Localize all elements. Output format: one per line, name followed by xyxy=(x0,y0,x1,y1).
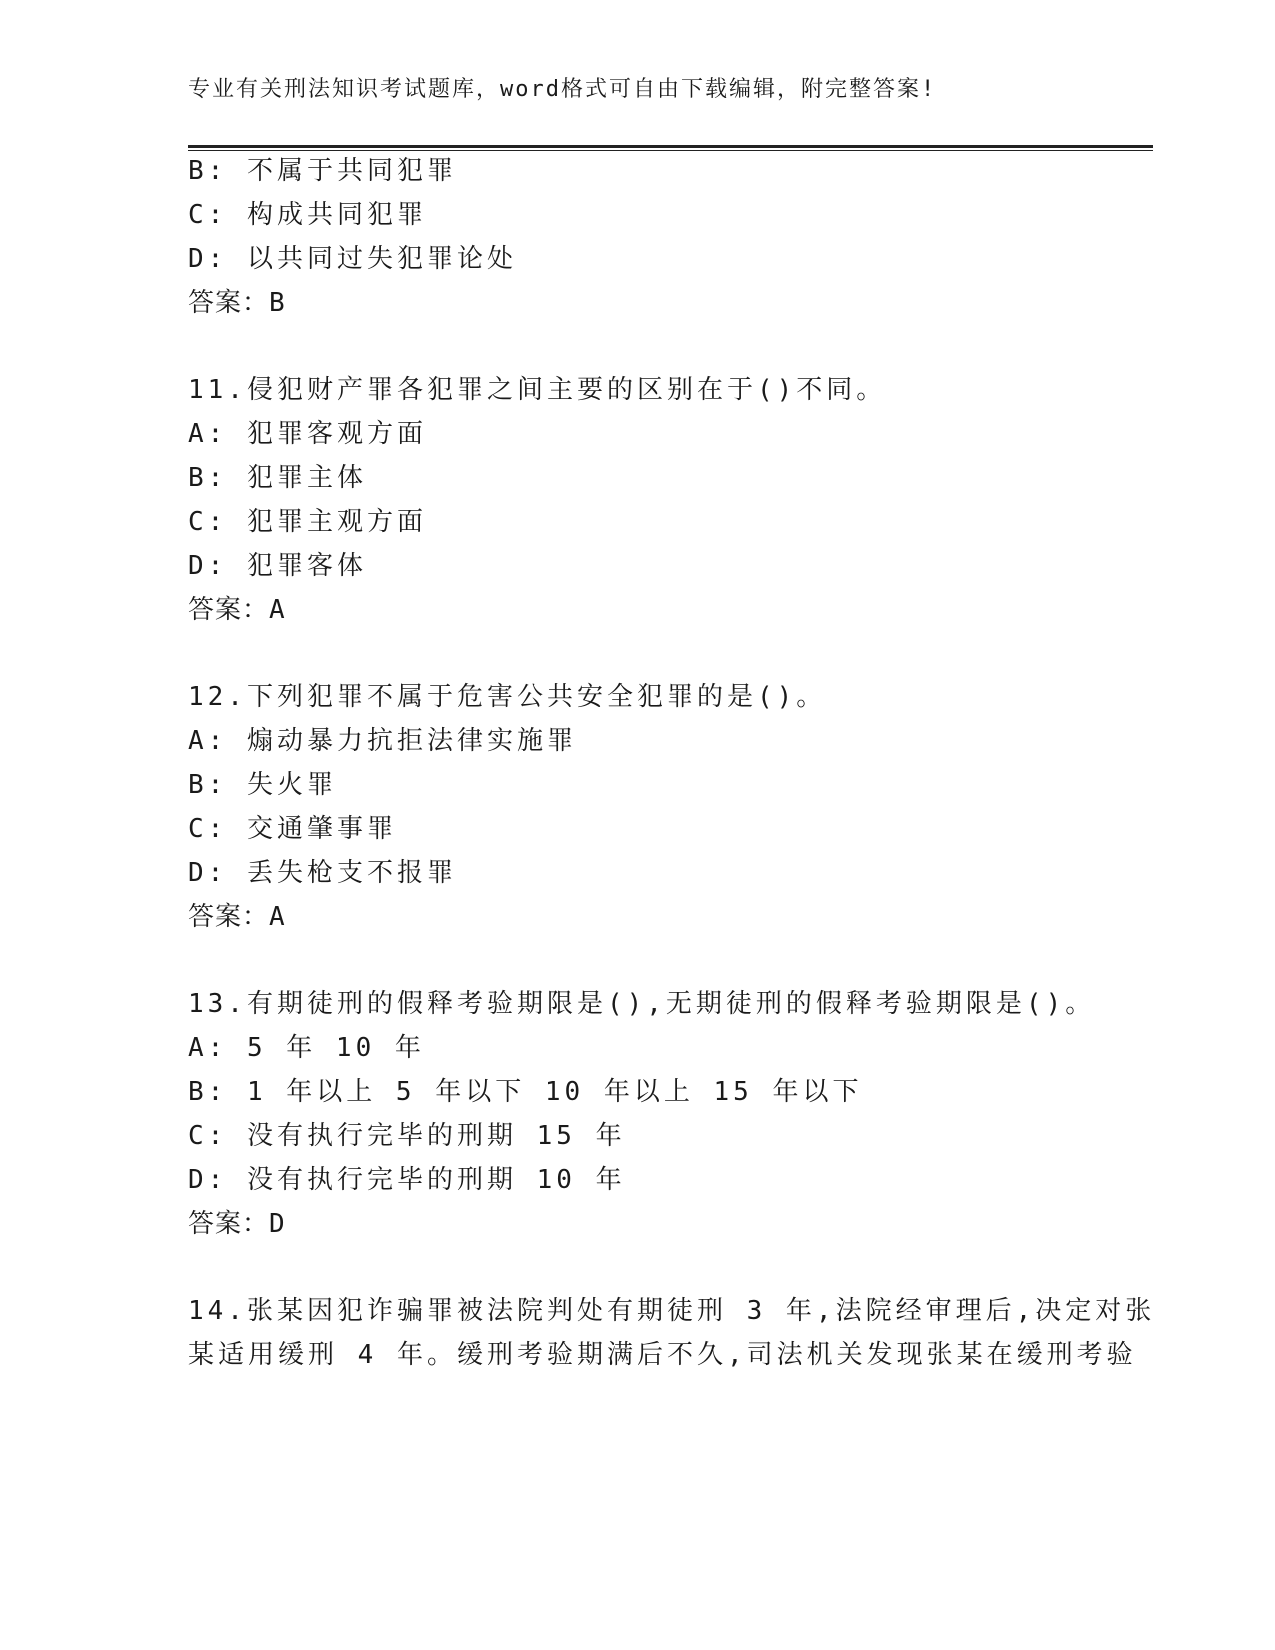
answer-value: B xyxy=(269,288,286,318)
q12-option-c: C: 交通肇事罪 xyxy=(188,814,397,844)
q14-stem-line-2: 某适用缓刑 4 年。缓刑考验期满后不久,司法机关发现张某在缓刑考验 xyxy=(188,1340,1137,1370)
q11-option-b: B: 犯罪主体 xyxy=(188,463,367,493)
page-header: 专业有关刑法知识考试题库，word格式可自由下载编辑，附完整答案! xyxy=(188,77,937,102)
q12-option-b: B: 失火罪 xyxy=(188,770,337,800)
q13-option-d: D: 没有执行完毕的刑期 10 年 xyxy=(188,1165,626,1195)
q12-stem: 12.下列犯罪不属于危害公共安全犯罪的是()。 xyxy=(188,682,827,712)
prev-option-b: B: 不属于共同犯罪 xyxy=(188,156,457,186)
q13-option-a: A: 5 年 10 年 xyxy=(188,1033,425,1063)
q11-answer xyxy=(188,592,286,628)
answer-value: D xyxy=(269,1209,286,1239)
q12-option-d: D: 丢失枪支不报罪 xyxy=(188,858,457,888)
answer-label: 答案： xyxy=(188,288,270,318)
q13-option-c: C: 没有执行完毕的刑期 15 年 xyxy=(188,1121,626,1151)
q12-answer xyxy=(188,899,286,935)
answer-label: 答案： xyxy=(188,902,270,932)
answer-label: 答案： xyxy=(188,595,270,625)
prev-answer xyxy=(188,285,286,321)
prev-option-c: C: 构成共同犯罪 xyxy=(188,200,427,230)
q13-stem: 13.有期徒刑的假释考验期限是(),无期徒刑的假释考验期限是()。 xyxy=(188,989,1096,1019)
q11-stem: 11.侵犯财产罪各犯罪之间主要的区别在于()不同。 xyxy=(188,375,887,405)
q13-option-b: B: 1 年以上 5 年以下 10 年以上 15 年以下 xyxy=(188,1077,863,1107)
q13-answer xyxy=(188,1206,286,1242)
header-rule xyxy=(188,145,1153,148)
q11-option-d: D: 犯罪客体 xyxy=(188,551,367,581)
q11-option-c: C: 犯罪主观方面 xyxy=(188,507,427,537)
prev-option-d: D: 以共同过失犯罪论处 xyxy=(188,244,517,274)
q14-stem-line-1: 14.张某因犯诈骗罪被法院判处有期徒刑 3 年,法院经审理后,决定对张 xyxy=(188,1296,1156,1326)
header-rule-thin xyxy=(188,150,1153,151)
q12-option-a: A: 煽动暴力抗拒法律实施罪 xyxy=(188,726,577,756)
q11-option-a: A: 犯罪客观方面 xyxy=(188,419,427,449)
answer-value: A xyxy=(269,902,286,932)
answer-value: A xyxy=(269,595,286,625)
answer-label: 答案： xyxy=(188,1209,270,1239)
